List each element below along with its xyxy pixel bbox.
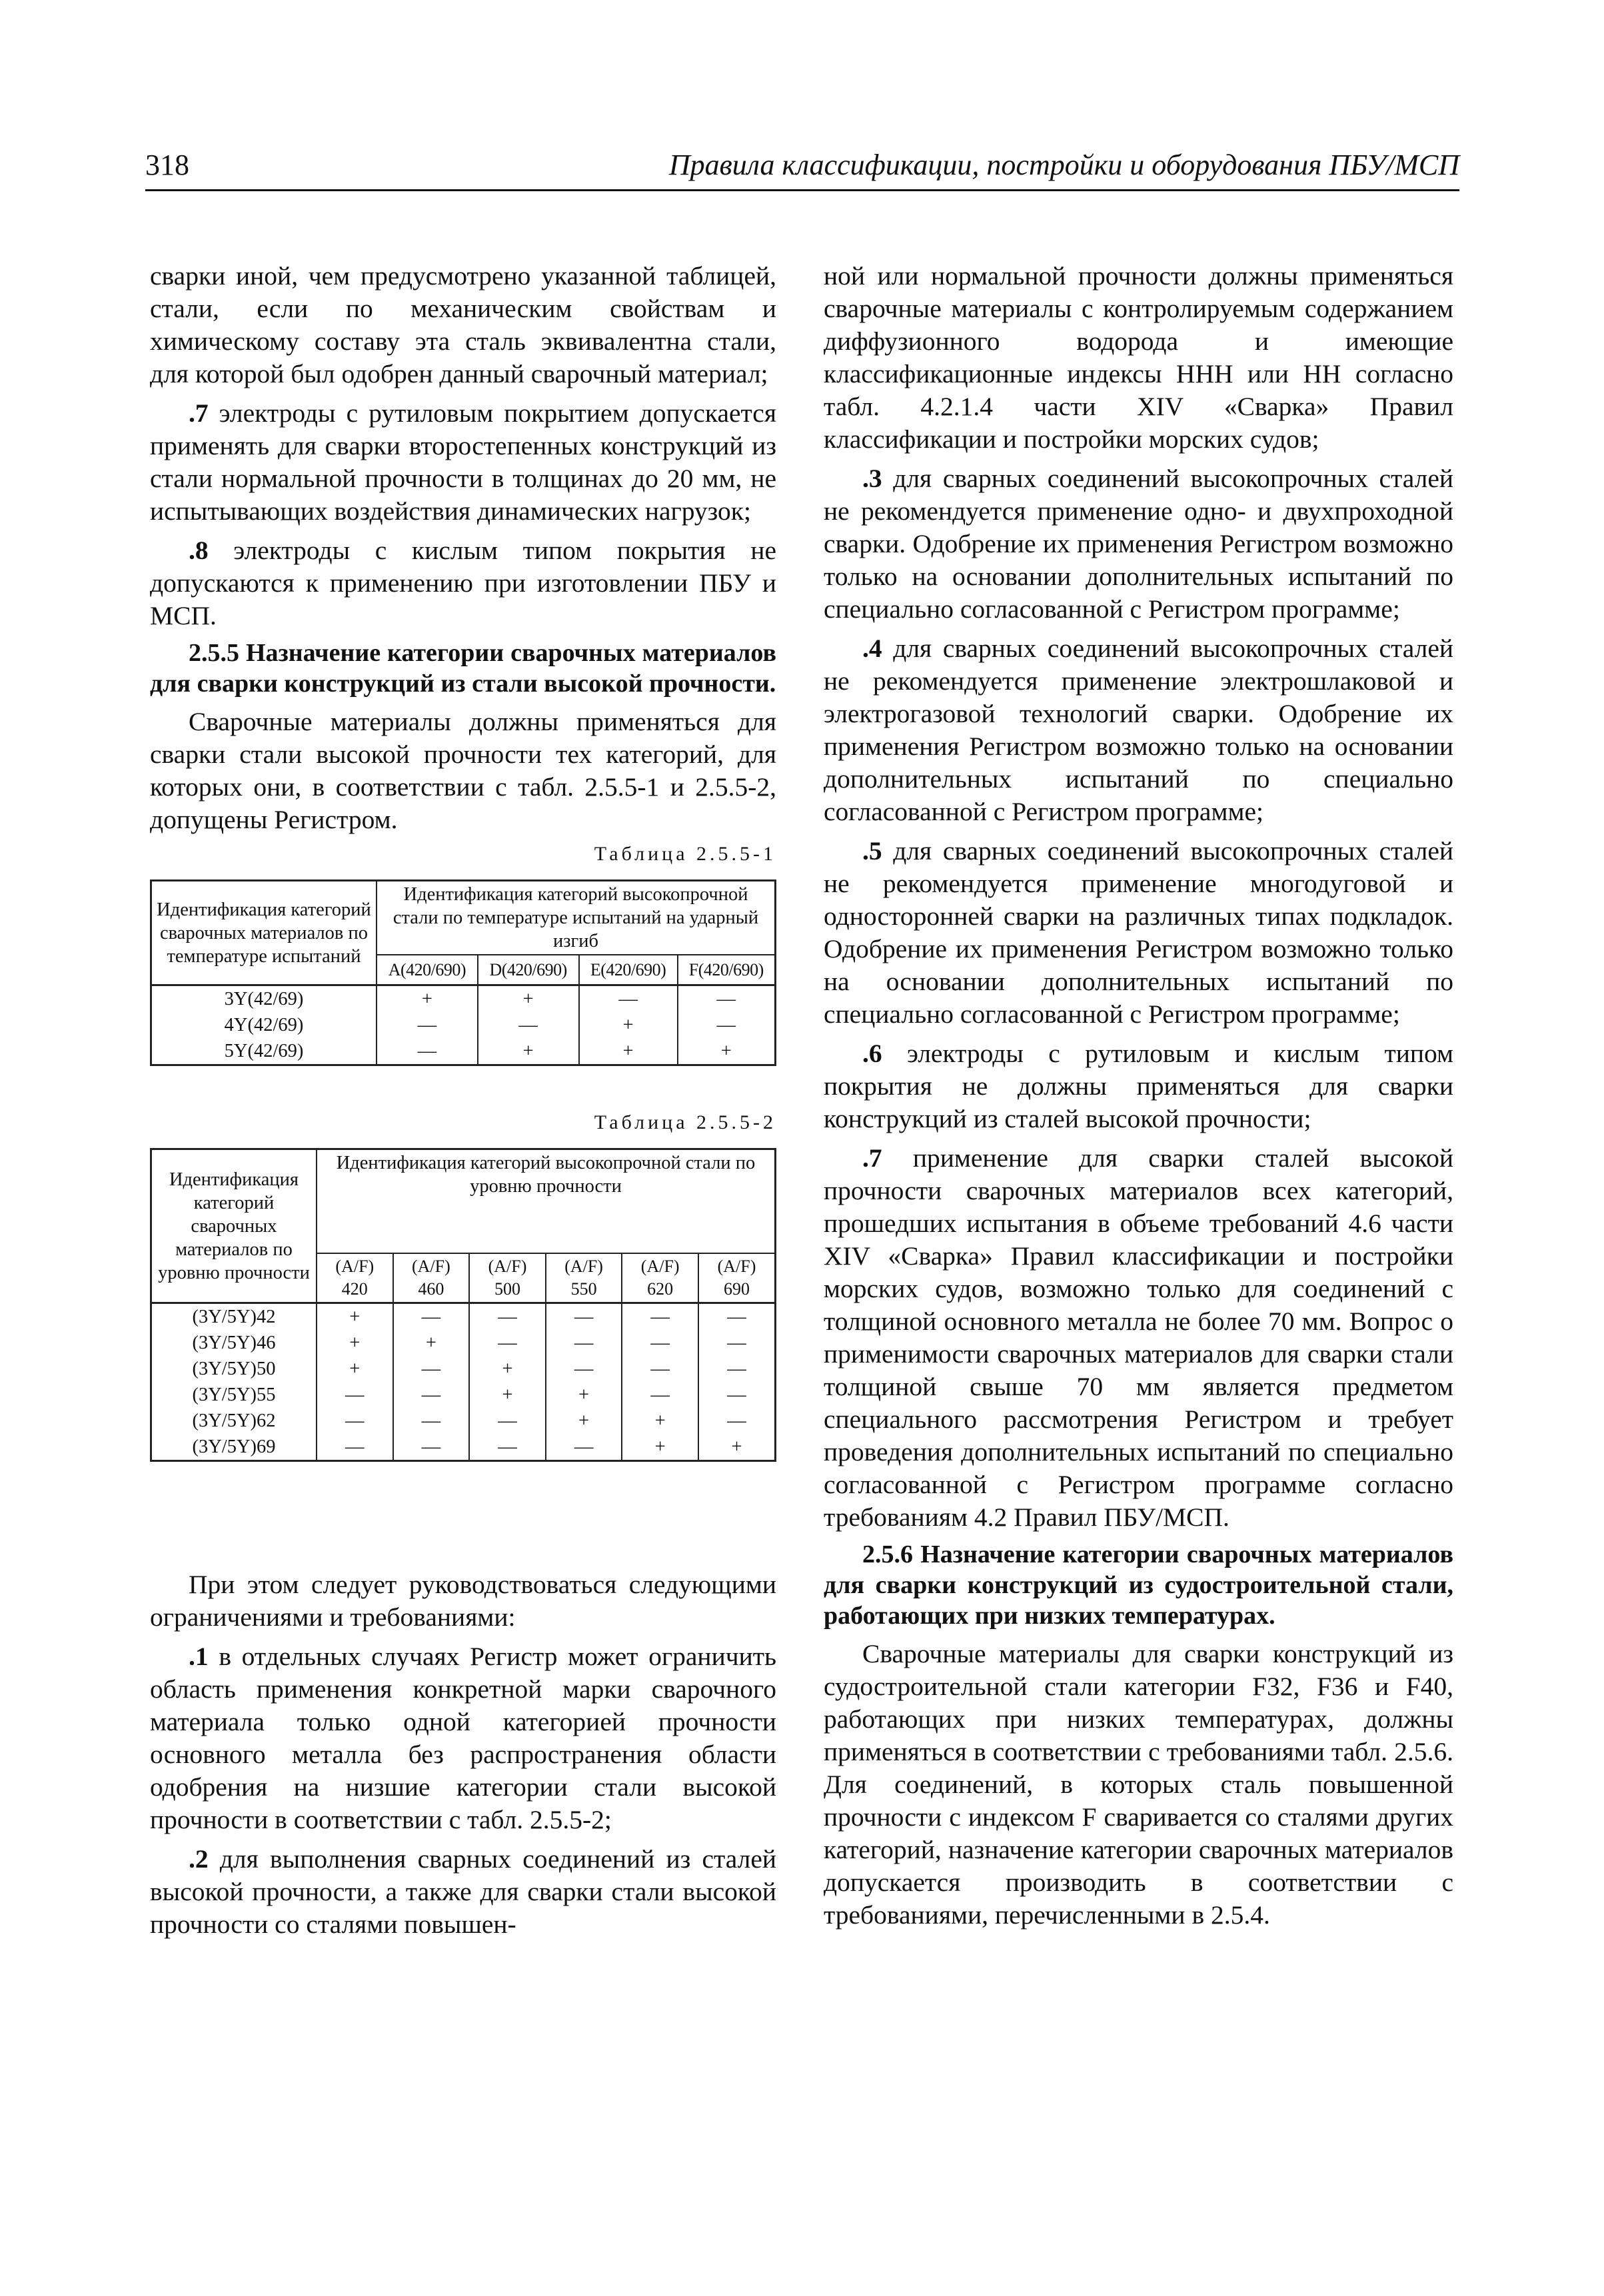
list-item-3: [824, 462, 1453, 626]
page-header: [145, 145, 1459, 191]
left-column: [150, 260, 776, 1941]
grade-bottom: 500: [494, 1279, 520, 1299]
grade-header: [622, 1253, 698, 1303]
table-cell: +: [478, 1038, 579, 1065]
grade-bottom: 460: [418, 1279, 444, 1299]
item-number: .5: [862, 836, 882, 865]
table-row: [151, 1303, 776, 1331]
row-label: (3Y/5Y)50: [151, 1356, 317, 1382]
grade-bottom: 620: [647, 1279, 674, 1299]
table-header-cell: Идентификация категорий сварочных материалов по температуре испытаний: [151, 881, 377, 985]
item-number: .7: [189, 398, 209, 428]
table-row: [151, 1038, 776, 1065]
paragraph-2-5-5: Сварочные материалы должны применяться для сварки стали высокой прочности тех категорий, для которых они, в соответствии с табл. 2.5.5-1 и 2.5.5-2, допущены Регистром.: [150, 707, 776, 834]
table-cell: —: [678, 1012, 776, 1038]
table-cell: +: [469, 1382, 546, 1408]
list-item-7: [150, 397, 776, 528]
grade-header: [546, 1253, 622, 1303]
grade-top: (A/F): [488, 1257, 527, 1276]
list-item-2: [150, 1843, 776, 1941]
table-cell: —: [393, 1408, 470, 1434]
table-cell: +: [546, 1382, 622, 1408]
item-number: .4: [862, 634, 882, 663]
page-number: 318: [145, 149, 189, 181]
table-cell: +: [678, 1038, 776, 1065]
table-cell: —: [317, 1382, 393, 1408]
grade-top: (A/F): [717, 1257, 756, 1276]
item-text: для выполнения сварных соединений из сталей высокой прочности, а также для сварки стали высокой прочности со сталями повышен-: [150, 1844, 776, 1939]
table-cell: —: [317, 1408, 393, 1434]
table-row: [151, 1330, 776, 1356]
grade-top: (A/F): [335, 1257, 375, 1276]
table-cell: —: [698, 1382, 776, 1408]
table-cell: —: [579, 985, 678, 1013]
item-number: .6: [862, 1039, 882, 1068]
table-cell: +: [317, 1303, 393, 1331]
table-caption: Таблица 2.5.5-1: [594, 843, 776, 865]
table-cell: —: [698, 1408, 776, 1434]
grade-header: D(420/690): [478, 955, 579, 985]
table-row: [151, 1012, 776, 1038]
table-cell: —: [546, 1303, 622, 1331]
table-cell: —: [698, 1356, 776, 1382]
running-title: Правила классификации, постройки и оборудования ПБУ/МСП: [668, 149, 1459, 181]
table-cell: —: [622, 1356, 698, 1382]
table-cell: —: [546, 1434, 622, 1461]
item-text: электроды с рутиловым и кислым типом покрытия не должны применяться для сварки конструкций из сталей высокой прочности;: [824, 1039, 1453, 1133]
table-cell: —: [393, 1303, 470, 1331]
item-text: для сварных соединений высокопрочных сталей не рекомендуется применение одно- и двухпроходной сварки. Одобрение их применения Регистром возможно только на основании дополнительных испытаний по специально согласованной с Регистром программе;: [824, 464, 1453, 624]
grade-bottom: 690: [723, 1279, 750, 1299]
table-cell: —: [698, 1330, 776, 1356]
table-cell: +: [579, 1012, 678, 1038]
item-text: для сварных соединений высокопрочных сталей не рекомендуется применение электрошлаковой и электрогазовой технологий сварки. Одобрение их применения Регистром возможно только на основании дополнительных испытаний по специально согласованной с Регистром программе;: [824, 634, 1453, 826]
grade-header: E(420/690): [579, 955, 678, 985]
row-label: 3Y(42/69): [151, 985, 377, 1013]
table-cell: +: [377, 985, 478, 1013]
table-cell: +: [546, 1408, 622, 1434]
row-label: (3Y/5Y)62: [151, 1408, 317, 1434]
paragraph-intro: сварки иной, чем предусмотрено указанной таблицей, стали, если по механическим свойствам и химическому составу эта сталь эквивалентна стали, для которой был одобрен данный сварочный материал;: [150, 261, 776, 388]
paragraph-requirements: При этом следует руководствоваться следующими ограничениями и требованиями:: [150, 1570, 776, 1632]
grade-header: [317, 1253, 393, 1303]
table-cell: —: [317, 1434, 393, 1461]
grade-header: [698, 1253, 776, 1303]
table-cell: —: [393, 1434, 470, 1461]
grade-header: A(420/690): [377, 955, 478, 985]
item-text: в отдельных случаях Регистр может ограничить область применения конкретной марки сварочного материала только одной категорией прочности основного металла без распространения области одобрения на низшие категории стали высокой прочности в соответствии с табл. 2.5.5-2;: [150, 1642, 776, 1834]
grade-bottom: 550: [570, 1279, 597, 1299]
table-cell: —: [469, 1330, 546, 1356]
grade-header: [393, 1253, 470, 1303]
table-row: [151, 1408, 776, 1434]
table-cell: —: [377, 1038, 478, 1065]
table-cell: —: [393, 1356, 470, 1382]
table-caption: Таблица 2.5.5-2: [594, 1111, 776, 1133]
right-column: [824, 260, 1453, 1932]
grade-top: (A/F): [640, 1257, 680, 1276]
table-cell: —: [678, 985, 776, 1013]
table-cell: +: [622, 1434, 698, 1461]
list-item-1: [150, 1640, 776, 1836]
table-header-cell: Идентификация категорий высокопрочной стали по уровню прочности: [317, 1149, 776, 1254]
table-cell: +: [317, 1356, 393, 1382]
item-number: .2: [189, 1844, 209, 1874]
table-cell: —: [698, 1303, 776, 1331]
grade-bottom: 420: [341, 1279, 368, 1299]
row-label: (3Y/5Y)46: [151, 1330, 317, 1356]
item-text: электроды с кислым типом покрытия не допускаются к применению при изготовлении ПБУ и МСП.: [150, 536, 776, 630]
table-cell: —: [546, 1356, 622, 1382]
item-text: применение для сварки сталей высокой прочности сварочных материалов всех категорий, прошедших испытания в объеме требований 4.6 части XIV «Сварка» Правил классификации и постройки морских судов, возможно только для соединений с толщиной основного металла не более 70 мм. Вопрос о применимости сварочных материалов для сварки стали толщиной свыше 70 мм является предметом специального рассмотрения Регистром и требует проведения дополнительных испытаний по специально согласованной с Регистром программе согласно требованиям 4.2 Правил ПБУ/МСП.: [824, 1143, 1453, 1532]
grade-top: (A/F): [564, 1257, 603, 1276]
table-cell: —: [546, 1330, 622, 1356]
list-item-8: [150, 534, 776, 632]
table-cell: —: [622, 1330, 698, 1356]
table-cell: —: [622, 1303, 698, 1331]
item-number: .3: [862, 464, 882, 493]
grade-header: [469, 1253, 546, 1303]
table-cell: —: [469, 1434, 546, 1461]
table-cell: —: [622, 1382, 698, 1408]
table-cell: +: [478, 985, 579, 1013]
list-item-4: [824, 632, 1453, 828]
table-row: [151, 1356, 776, 1382]
table-2-5-5-1: [150, 879, 776, 1066]
table-header-cell: Идентификация категорий сварочных материалов по уровню прочности: [151, 1149, 317, 1303]
table-row: [151, 985, 776, 1013]
item-text: электроды с рутиловым покрытием допускается применять для сварки второстепенных конструкций из стали нормальной прочности в толщинах до 20 мм, не испытывающих воздействия динамических нагрузок;: [150, 398, 776, 526]
table-header-cell: Идентификация категорий высокопрочной стали по температуре испытаний на ударный изгиб: [377, 881, 776, 955]
table-cell: +: [393, 1330, 470, 1356]
table-2-5-5-2: [150, 1148, 776, 1462]
table-cell: —: [393, 1382, 470, 1408]
table-cell: +: [579, 1038, 678, 1065]
table-cell: +: [622, 1408, 698, 1434]
item-text: для сварных соединений высокопрочных сталей не рекомендуется применение многодуговой и односторонней сварки на различных типах подкладок. Одобрение их применения Регистром возможно только на основании дополнительных испытаний по специально согласованной с Регистром программе;: [824, 836, 1453, 1029]
paragraph-continued: ной или нормальной прочности должны применяться сварочные материалы с контролируемым содержанием диффузионного водорода и имеющие классификационные индексы HHH или HH согласно табл. 4.2.1.4 части XIV «Сварка» Правил классификации и постройки морских судов;: [824, 261, 1453, 454]
spacer: [150, 1462, 776, 1562]
list-item-6: [824, 1037, 1453, 1135]
table-row: [151, 1382, 776, 1408]
item-number: .8: [189, 536, 209, 565]
list-item-7-right: [824, 1142, 1453, 1534]
table-cell: —: [469, 1303, 546, 1331]
row-label: 4Y(42/69): [151, 1012, 377, 1038]
table-cell: —: [469, 1408, 546, 1434]
item-number: .7: [862, 1143, 882, 1173]
table-cell: +: [698, 1434, 776, 1461]
list-item-5: [824, 835, 1453, 1031]
table-cell: —: [478, 1012, 579, 1038]
section-heading-2-5-5: 2.5.5 Назначение категории сварочных материалов для сварки конструкций из стали высокой прочности.: [150, 639, 776, 698]
table-cell: —: [377, 1012, 478, 1038]
table-row: [151, 1434, 776, 1461]
grade-header: F(420/690): [678, 955, 776, 985]
item-number: .1: [189, 1642, 209, 1671]
table-cell: +: [469, 1356, 546, 1382]
paragraph-2-5-6: Сварочные материалы для сварки конструкций из судостроительной стали категории F32, F36 и F40, работающих при низких температурах, должны применяться в соответствии с требованиями табл. 2.5.6. Для соединений, в которых сталь повышенной прочности с индексом F сваривается со сталями других категорий, назначение категории сварочных материалов допускается производить в соответствии с требованиями, перечисленными в 2.5.4.: [824, 1639, 1453, 1930]
row-label: (3Y/5Y)55: [151, 1382, 317, 1408]
row-label: (3Y/5Y)69: [151, 1434, 317, 1461]
grade-top: (A/F): [412, 1257, 450, 1276]
table-cell: +: [317, 1330, 393, 1356]
row-label: 5Y(42/69): [151, 1038, 377, 1065]
row-label: (3Y/5Y)42: [151, 1303, 317, 1331]
section-heading-2-5-6: 2.5.6 Назначение категории сварочных материалов для сварки конструкций из судостроительной стали, работающих при низких температурах.: [824, 1540, 1453, 1630]
